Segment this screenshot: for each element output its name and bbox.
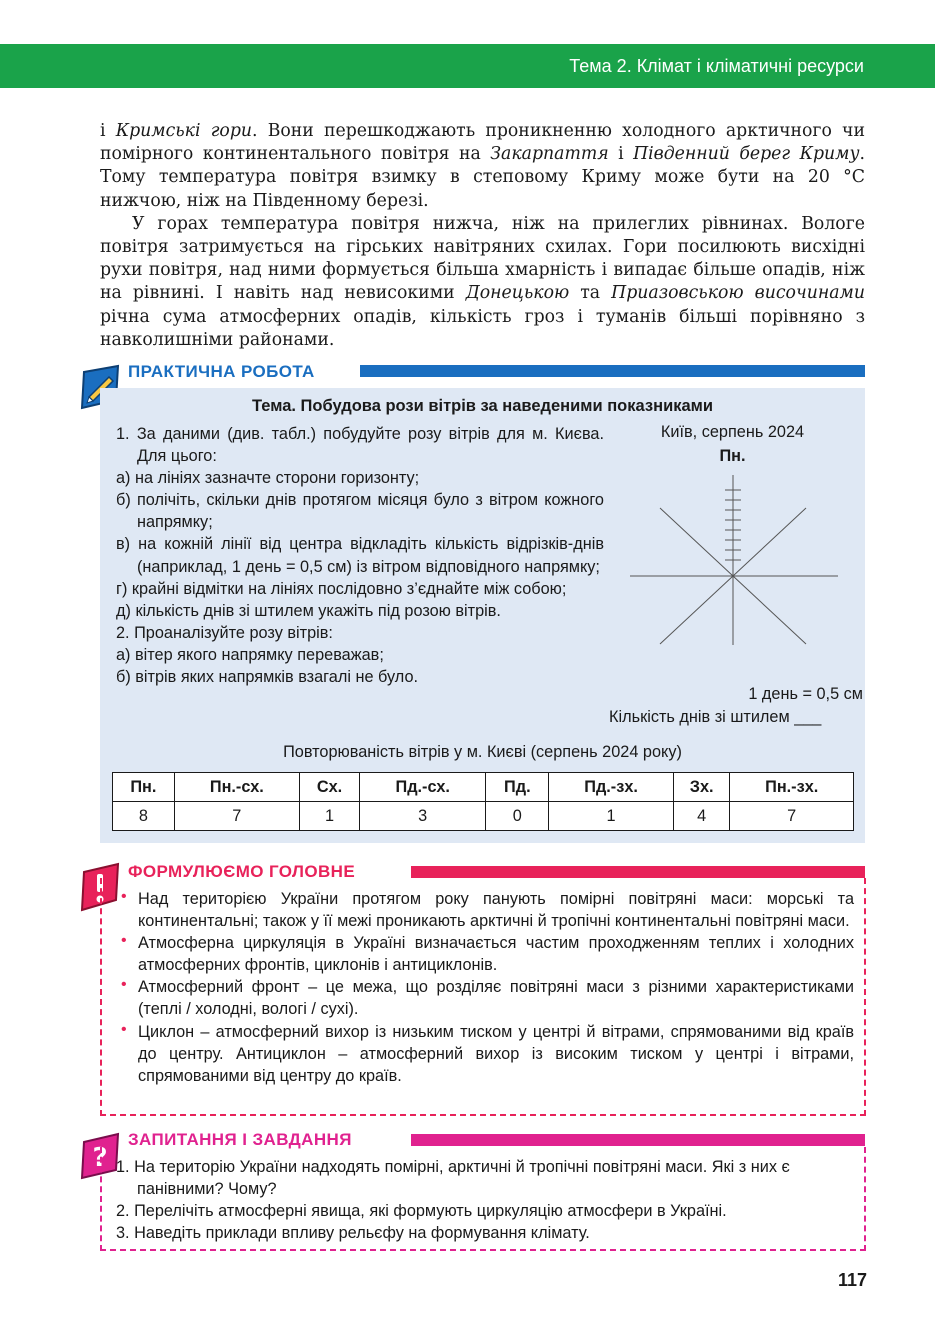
- paragraph-2: У горах температура повітря нижча, ніж на прилеглих рівнинах. Вологе повітря затримується на гірських навітряних схилах. Гори посилюють висхідні рухи повітря, над ними формується більша хмарність і випадає більше опадів, ніж на рівнині. І навіть над невисокими Донецькою та Приазовською височинами річна сума атмосферних опадів, кількість гроз і туманів більші порівняно з навколишніми районами.: [100, 213, 865, 350]
- practical-topic: Тема. Побудова рози вітрів за наведеними показниками: [252, 397, 713, 415]
- scale-note: 1 день = 0,5 см: [748, 685, 863, 703]
- questions-heading-bar: [411, 1134, 865, 1146]
- header-title: Тема 2. Клімат і кліматичні ресурси: [569, 56, 864, 76]
- wind-rose-diagram: [620, 470, 845, 650]
- table-cell: 7: [730, 802, 854, 831]
- list-item: д) кількість днів зі штилем укажіть під розою вітрів.: [116, 601, 501, 620]
- table-cell: 8: [113, 802, 175, 831]
- table-cell: 0: [486, 802, 549, 831]
- table-header-cell: Пд.-зх.: [549, 773, 674, 802]
- list-item: а) на лініях зазначте сторони горизонту;: [116, 469, 420, 488]
- list-item: 2. Проаналізуйте розу вітрів:: [116, 623, 333, 642]
- list-item: • Над територією України протягом року панують помірні повітряні маси: морські та континентальні; також у її межі проникають арктичні й тропічні континентальні повітряні маси.: [121, 888, 854, 931]
- wind-frequency-table: [112, 772, 854, 831]
- table-header-cell: Пн.-зх.: [730, 773, 854, 802]
- summary-heading-bar: [411, 866, 865, 878]
- list-item: • Атмосферний фронт – це межа, що розділяє повітряні маси з різними характеристиками (теплі / холодні, вологі / сухі).: [121, 976, 854, 1019]
- table-header-cell: Пд.: [486, 773, 549, 802]
- table-caption: Повторюваність вітрів у м. Києві (серпень 2024 року): [283, 743, 682, 761]
- table-cell: 1: [299, 802, 359, 831]
- calm-days-note: Кількість днів зі штилем ___: [609, 708, 822, 726]
- list-item: б) полічіть, скільки днів протягом місяця було з вітром кожного напрямку;: [116, 491, 604, 532]
- table-row: [113, 802, 854, 831]
- table-header-cell: Пд.-сх.: [360, 773, 486, 802]
- practical-heading: ПРАКТИЧНА РОБОТА: [128, 362, 315, 381]
- list-item: • Атмосферна циркуляція в Україні визначається частим проходженням теплих і холодних атмосферних фронтів, циклонів і антициклонів.: [121, 932, 854, 975]
- questions-heading: ЗАПИТАННЯ І ЗАВДАННЯ: [128, 1130, 352, 1149]
- page-number: 117: [837, 1270, 867, 1290]
- practical-heading-bar: [360, 365, 865, 377]
- list-item: 1. На територію України надходять помірні, арктичні й тропічні повітряні маси. Які з них є панівними? Чому?: [116, 1158, 790, 1199]
- svg-text:?: ?: [92, 1143, 108, 1173]
- list-item: 1. За даними (див. табл.) побудуйте розу вітрів для м. Києва. Для цього:: [116, 425, 604, 466]
- practical-instructions: [116, 423, 604, 688]
- list-item: г) крайні відмітки на лініях послідовно з’єднайте між собою;: [116, 579, 567, 598]
- table-header-cell: Пн.-сх.: [174, 773, 299, 802]
- bullet-icon: •: [121, 932, 127, 950]
- table-cell: 1: [549, 802, 674, 831]
- table-cell: 3: [360, 802, 486, 831]
- table-header-cell: Сх.: [299, 773, 359, 802]
- rose-caption: Київ, серпень 2024: [660, 423, 805, 441]
- table-header-cell: Пн.: [113, 773, 175, 802]
- summary-list: [118, 888, 854, 1087]
- bullet-icon: •: [121, 888, 127, 905]
- list-item: в) на кожній лінії від центра відкладіть кількість відрізків-днів (наприклад, 1 день = 0,5 см) із вітром відповідного напрямку;: [116, 535, 604, 576]
- table-header-row: [113, 773, 854, 802]
- questions-list: [116, 1156, 856, 1244]
- list-item: б) вітрів яких напрямків взагалі не було.: [116, 668, 419, 687]
- body-text: [100, 120, 865, 352]
- table-header-cell: Зх.: [673, 773, 730, 802]
- list-item: • Циклон – атмосферний вихор із низьким тиском у центрі й вітрами, спрямованими від країв до центру. Антициклон – атмосферний вихор із високим тиском у центрі і вітрами, спрямованими від центру до країв.: [121, 1020, 854, 1085]
- bullet-icon: •: [121, 976, 127, 994]
- list-item: 2. Перелічіть атмосферні явища, які формують циркуляцію атмосфери в Україні.: [116, 1202, 727, 1221]
- paragraph-1: і Кримські гори. Вони перешкоджають проникненню холодного арктичного чи помірного континентального повітря на Закарпаття і Південний берег Криму. Тому температура повітря взимку в степовому Криму може бути на 20 °C нижчою, ніж на Південному березі.: [100, 121, 865, 211]
- rose-north-label: Пн.: [719, 447, 746, 465]
- list-item: а) вітер якого напрямку переважав;: [116, 645, 384, 664]
- bullet-icon: •: [121, 1020, 127, 1038]
- list-item: 3. Наведіть приклади впливу рельєфу на формування клімату.: [116, 1224, 590, 1243]
- table-cell: 4: [673, 802, 730, 831]
- summary-heading: ФОРМУЛЮЄМО ГОЛОВНЕ: [128, 862, 356, 881]
- table-cell: 7: [174, 802, 299, 831]
